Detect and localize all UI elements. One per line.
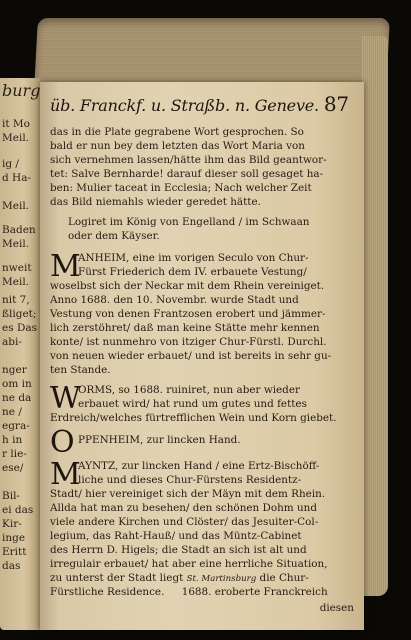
text-line: erbauet wird/ hat rund um gutes und fettes (78, 398, 307, 410)
text-line: viele andere Kirchen und Clöster/ das Jesuiter-Col- (50, 516, 319, 528)
left-page-line: das (2, 560, 21, 572)
left-page-line: burg (2, 81, 40, 100)
drop-cap: M (50, 457, 81, 492)
page-number: 87 (323, 92, 349, 116)
text-line: irregulair erbauet/ hat aber eine herrliche Situation, (50, 558, 328, 570)
left-page-line: egra- (2, 420, 30, 432)
drop-cap: O (50, 425, 75, 460)
text-line: Allda hat man zu besehen/ den schönen Dohm und (50, 502, 317, 514)
text-line: konte/ ist nunmehro von itziger Chur-Fürstl. Durchl. (50, 336, 327, 348)
left-page-line: Meil. (2, 238, 30, 250)
left-page-line: ei das (2, 504, 34, 516)
text-line: von neuen wieder erbauet/ und ist bereits in sehr gu- (50, 350, 332, 362)
text-line: lich zerstöhret/ daß man keine Stätte mehr kennen (50, 322, 320, 334)
text-line: woselbst sich der Neckar mit dem Rhein vereiniget. (50, 280, 325, 292)
left-page-line: ese/ (2, 462, 24, 474)
left-page-line: Meil. (2, 132, 30, 144)
text-line (50, 586, 356, 600)
catchword: diesen (319, 602, 354, 614)
text-fragment: zu unterst der Stadt liegt (50, 572, 184, 584)
text-line: liche und dieses Chur-Fürstens Residentz- (78, 474, 302, 486)
left-page-line: ne / (2, 406, 22, 418)
left-page-line: Meil. (2, 200, 30, 212)
left-page-line: Kir- (2, 518, 22, 530)
text-line: ten Stande. (50, 364, 111, 376)
left-page-line: ig / (2, 158, 19, 170)
text-line: des Herrn D. Higels; die Stadt an sich ist alt und (50, 544, 307, 556)
left-page-line: inge (2, 532, 26, 544)
text-line: das Bild niemahls wieder geredet hätte. (50, 196, 261, 208)
text-line: AYNTZ, zur lincken Hand / eine Ertz-Bischöff- (78, 460, 320, 472)
left-page-line: ne da (2, 392, 32, 404)
left-facing-page (0, 78, 40, 630)
left-page-line: es Das (2, 322, 38, 334)
text-line (50, 572, 356, 587)
text-line: Vestung von denen Frantzosen erobert und jämmer- (50, 308, 326, 320)
drop-cap: M (50, 249, 81, 284)
text-fragment: Fürstliche Residence. (50, 586, 165, 598)
left-page-line: r lie- (2, 448, 27, 460)
text-fragment: 1688. eroberte Franckreich (181, 586, 328, 598)
text-line: sich vernehmen lassen/hätte ihm das Bild geantwor- (50, 154, 327, 166)
left-page-line: nit 7, (2, 294, 30, 306)
left-page-line: nger (2, 364, 27, 376)
place-name: St. Martinsburg (186, 574, 257, 584)
running-head-title: üb. Franckf. u. Straßb. n. Geneve. (50, 96, 319, 115)
text-line: legium, das Raht-Hauß/ und das Müntz-Cabinet (50, 530, 302, 542)
text-line: das in die Plate gegrabene Wort gesprochen. So (50, 126, 304, 138)
left-page-line: h in (2, 434, 23, 446)
text-fragment: die Chur- (259, 572, 309, 584)
lodging-line: oder dem Käyser. (68, 230, 160, 242)
text-line: Erdreich/welches fürtrefflichen Wein und Korn giebet. (50, 412, 337, 424)
text-line: ORMS, so 1688. ruiniret, nun aber wieder (78, 384, 300, 396)
text-line: tet: Salve Bernharde! darauf dieser soll gesaget ha- (50, 168, 324, 180)
text-line: PPENHEIM, zur lincken Hand. (78, 434, 241, 446)
left-page-line: ßliget; (2, 308, 37, 320)
left-page-line: nweit (2, 262, 32, 274)
page-stack-edge (362, 36, 388, 596)
left-page-line: om in (2, 378, 32, 390)
drop-cap: W (50, 381, 81, 416)
left-page-line: d Ha- (2, 172, 32, 184)
text-line: Stadt/ hier vereiniget sich der Mäyn mit dem Rhein. (50, 488, 326, 500)
text-line: bald er nun bey dem letzten das Wort Maria von (50, 140, 305, 152)
left-page-line: it Mo (2, 118, 30, 130)
left-page-line: abi- (2, 336, 22, 348)
text-line: ANHEIM, eine im vorigen Seculo von Chur- (78, 252, 309, 264)
text-line: Fürst Friederich dem IV. erbauete Vestung/ (78, 266, 307, 278)
page-stack-top (34, 18, 390, 90)
lodging-line: Logiret im König von Engelland / im Schwaan (68, 216, 310, 228)
book-page (40, 82, 364, 630)
running-head (50, 92, 356, 116)
left-page-line: Baden (2, 224, 36, 236)
left-page-line: Bil- (2, 490, 20, 502)
left-page-line: Eritt (2, 546, 27, 558)
text-line: Anno 1688. den 10. Novembr. wurde Stadt und (50, 294, 299, 306)
text-line: ben: Mulier taceat in Ecclesia; Nach welcher Zeit (50, 182, 312, 194)
left-page-line: Meil. (2, 276, 30, 288)
